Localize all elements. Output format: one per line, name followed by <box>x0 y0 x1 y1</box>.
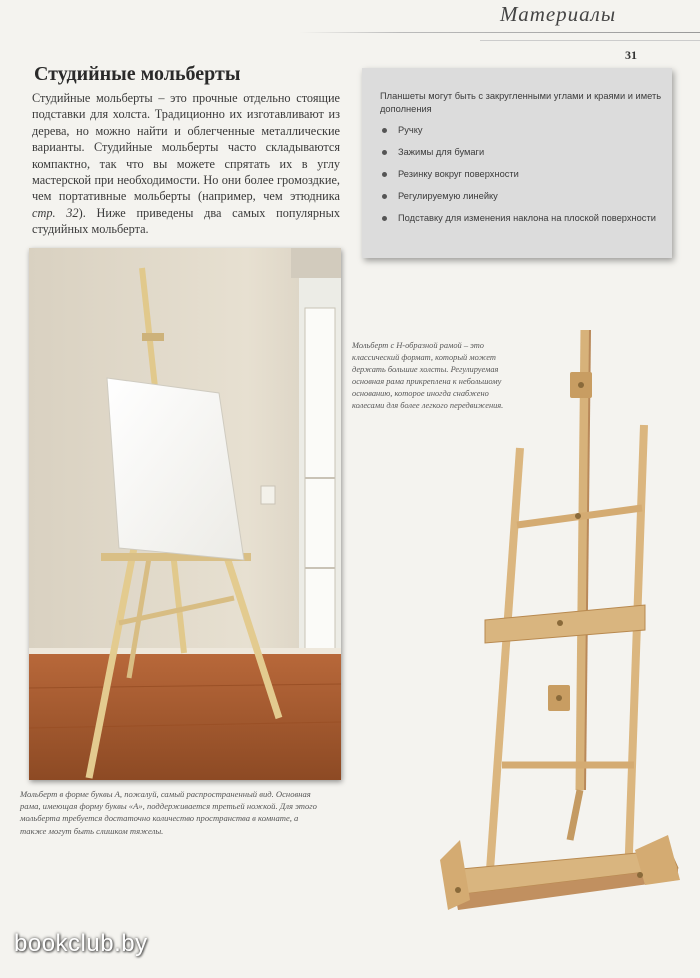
list-item: Подставку для изменения наклона на плоской поверхности <box>380 212 662 225</box>
intro-text-end: ). Ниже приведены два самых популярных студийных мольберта. <box>32 205 340 237</box>
page-number: 31 <box>625 48 637 62</box>
running-header-title: Материалы <box>500 2 617 26</box>
intro-paragraph <box>32 90 340 238</box>
h-frame-easel-illustration <box>420 320 700 920</box>
list-item: Регулируемую линейку <box>380 190 662 203</box>
bullet-icon <box>382 194 387 199</box>
a-frame-easel-photo <box>29 248 341 780</box>
page-reference: стр. 32 <box>32 205 79 220</box>
list-item: Ручку <box>380 124 662 137</box>
sidebar-list <box>380 124 662 234</box>
bullet-icon <box>382 150 387 155</box>
sidebar-intro: Планшеты могут быть с закругленными углами и краями и иметь дополнения <box>380 91 662 114</box>
list-item: Резинку вокруг поверхности <box>380 168 662 181</box>
intro-text-main: Студийные мольберты – это прочные отдельно стоящие подставки для холста. Традиционно их изготавливают из дерева, но можно найти и облегченные металлические варианты. Студийные мольберты часто складываются компактно, так что вы можете спрятать их в углу мастерской при необходимости. Но они более громоздкие, чем портативные мольберты (например, чем этюдника <box>32 91 340 204</box>
bullet-icon <box>382 216 387 221</box>
h-easel-caption: Мольберт с Н-образной рамой – это классический формат, который может держать большие холсты. Регулируемая основная рама прикреплена к небольшому основанию, которое иногда снабжено колесами для более легкого передвижения. <box>352 341 504 410</box>
list-item: Зажимы для бумаги <box>380 146 662 159</box>
a-easel-caption: Мольберт в форме буквы А, пожалуй, самый распространенный вид. Основная рама, имеющая форму буквы «А», поддерживается третьей ножкой. Для этого мольберта требуется достаточно количество пространства в комнате, а также могут быть слишком тяжелы. <box>20 789 317 836</box>
header-rule <box>300 32 700 33</box>
header-rule-secondary <box>480 40 700 41</box>
info-sidebar <box>362 68 672 258</box>
bullet-icon <box>382 128 387 133</box>
section-heading: Студийные мольберты <box>34 63 241 85</box>
bullet-icon <box>382 172 387 177</box>
watermark: bookclub.by <box>14 930 148 957</box>
